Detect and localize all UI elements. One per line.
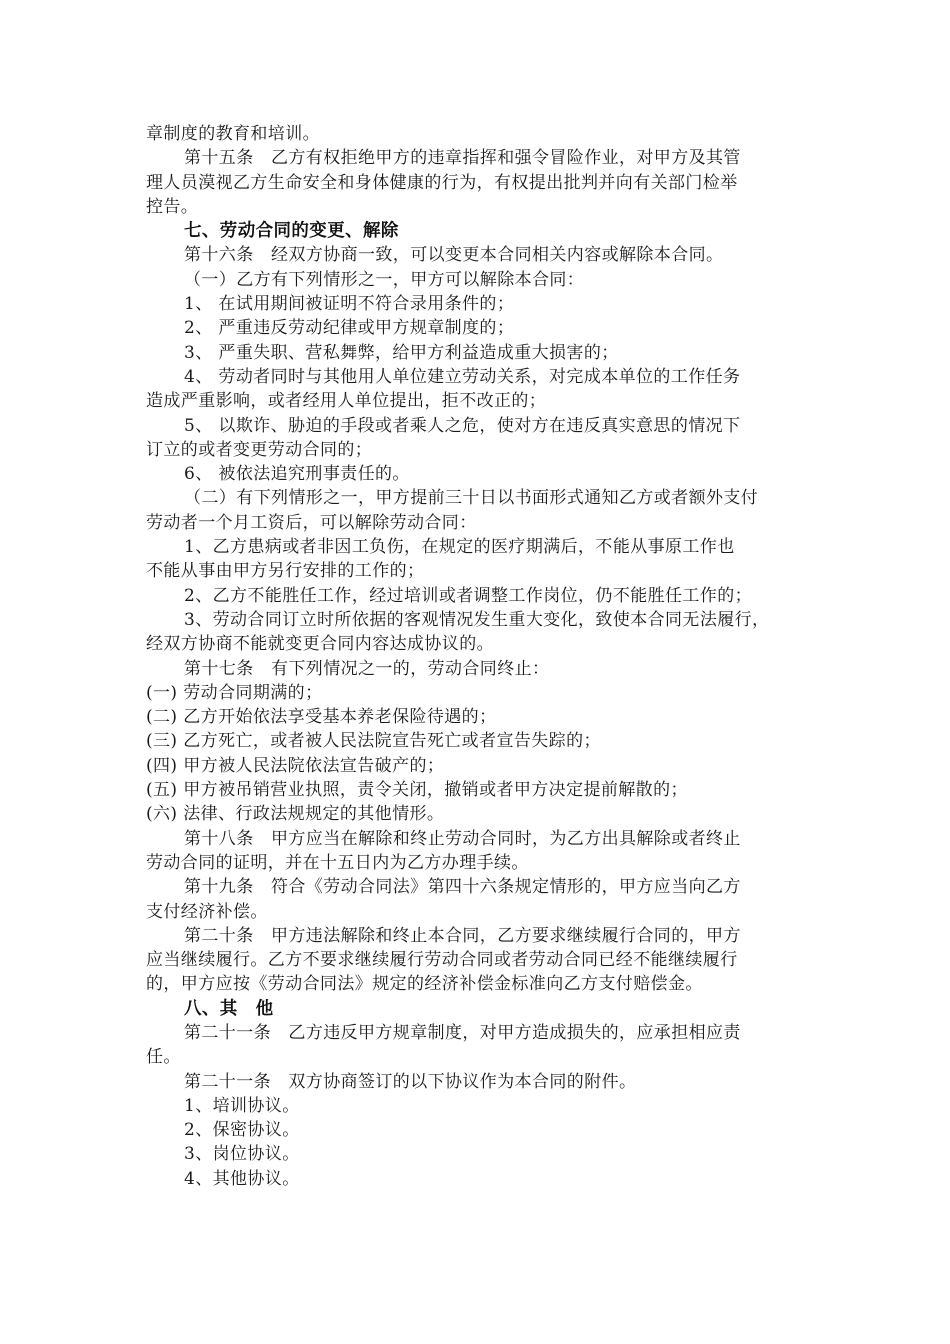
text-line [146, 243, 814, 267]
text-line [146, 559, 814, 583]
paragraph-line-indented: 3、岗位协议。 [184, 1144, 300, 1165]
text-line [146, 729, 814, 753]
text-line [146, 584, 814, 608]
text-line [146, 924, 814, 948]
text-line [146, 1094, 814, 1118]
text-line [146, 414, 814, 438]
document-body [146, 122, 814, 1191]
paragraph-line-indented: 第二十一条 乙方违反甲方规章制度，对甲方造成损失的，应承担相应责 [184, 1022, 741, 1043]
text-line [146, 632, 814, 656]
paragraph-line-indented: 第十九条 符合《劳动合同法》第四十六条规定情形的，甲方应当向乙方 [184, 877, 741, 898]
paragraph-line-indented: 第十六条 经双方协商一致，可以变更本合同相关内容或解除本合同。 [184, 245, 724, 266]
paragraph-line-indented: 5、 以欺诈、胁迫的手段或者乘人之危，使对方在违反真实意思的情况下 [184, 415, 741, 436]
paragraph-line: 理人员漠视乙方生命安全和身体健康的行为，有权提出批判并向有关部门检举 [146, 172, 738, 193]
text-line [146, 1070, 814, 1094]
text-line [146, 705, 814, 729]
paragraph-line-indented: 3、劳动合同订立时所依据的客观情况发生重大变化，致使本合同无法履行， [184, 609, 770, 630]
paragraph-line-indented: 2、 严重违反劳动纪律或甲方规章制度的； [184, 318, 515, 339]
paragraph-line: (六) 法律、行政法规规定的其他情形。 [146, 804, 445, 825]
paragraph-line: 劳动者一个月工资后，可以解除劳动合同： [146, 512, 477, 533]
text-line [146, 389, 814, 413]
paragraph-line-indented: 3、 严重失职、营私舞弊，给甲方利益造成重大损害的； [184, 342, 619, 363]
text-line [146, 827, 814, 851]
text-line [146, 146, 814, 170]
text-line [146, 486, 814, 510]
paragraph-line: (五) 甲方被吊销营业执照，责令关闭，撤销或者甲方决定提前解散的； [146, 780, 688, 801]
text-line [146, 122, 814, 146]
text-line [146, 608, 814, 632]
paragraph-line: 章制度的教育和培训。 [146, 124, 320, 144]
paragraph-line: 控告。 [146, 196, 199, 217]
paragraph-line: (三) 乙方死亡，或者被人民法院宣告死亡或者宣告失踪的； [146, 731, 601, 752]
paragraph-line: 应当继续履行。乙方不要求继续履行劳动合同或者劳动合同已经不能继续履行 [146, 950, 738, 971]
text-line [146, 1142, 814, 1166]
text-line [146, 1167, 814, 1191]
paragraph-line-indented: （二）有下列情形之一，甲方提前三十日以书面形式通知乙方或者额外支付 [184, 488, 759, 509]
text-line [146, 511, 814, 535]
text-line [146, 438, 814, 462]
text-line [146, 681, 814, 705]
text-line [146, 1021, 814, 1045]
paragraph-line: (二) 乙方开始依法享受基本养老保险待遇的； [146, 707, 497, 728]
paragraph-line: (一) 劳动合同期满的； [146, 682, 323, 703]
paragraph-line-indented: 第二十一条 双方协商签订的以下协议作为本合同的附件。 [184, 1071, 637, 1092]
text-line [146, 195, 814, 219]
paragraph-line: 任。 [146, 1047, 181, 1068]
text-line [146, 365, 814, 389]
paragraph-line-indented: 1、 在试用期间被证明不符合录用条件的； [184, 294, 515, 315]
text-line [146, 292, 814, 316]
paragraph-line: 支付经济补偿。 [146, 901, 268, 922]
paragraph-line: 不能从事由甲方另行安排的工作的； [146, 561, 425, 582]
paragraph-line-indented: 4、其他协议。 [184, 1168, 300, 1189]
paragraph-line: 的，甲方应按《劳动合同法》规定的经济补偿金标准向乙方支付赔偿金。 [146, 974, 703, 995]
paragraph-line-indented: 第十八条 甲方应当在解除和终止劳动合同时，为乙方出具解除或者终止 [184, 828, 741, 849]
paragraph-line: 劳动合同的证明，并在十五日内为乙方办理手续。 [146, 852, 529, 873]
paragraph-line-indented: 第十五条 乙方有权拒绝甲方的违章指挥和强令冒险作业，对甲方及其管 [184, 148, 741, 169]
text-line [146, 341, 814, 365]
paragraph-line: 造成严重影响，或者经用人单位提出，拒不改正的； [146, 391, 547, 412]
paragraph-line-indented: 1、乙方患病或者非因工负伤，在规定的医疗期满后，不能从事原工作也 [184, 537, 735, 558]
text-line [146, 462, 814, 486]
text-line [146, 657, 814, 681]
text-line [146, 171, 814, 195]
text-line [146, 1045, 814, 1069]
paragraph-line-indented: 2、乙方不能胜任工作，经过培训或者调整工作岗位，仍不能胜任工作的； [184, 585, 753, 606]
text-line [146, 754, 814, 778]
paragraph-line: (四) 甲方被人民法院依法宣告破产的； [146, 755, 445, 776]
paragraph-line-indented: 6、 被依法追究刑事责任的。 [184, 464, 410, 485]
text-line [146, 875, 814, 899]
paragraph-line-indented: 第二十条 甲方违法解除和终止本合同，乙方要求继续履行合同的，甲方 [184, 925, 741, 946]
paragraph-line-indented: 1、培训协议。 [184, 1095, 300, 1116]
text-line [146, 316, 814, 340]
paragraph-line-indented: （一）乙方有下列情形之一，甲方可以解除本合同： [184, 269, 585, 290]
paragraph-line: 订立的或者变更劳动合同的； [146, 439, 373, 460]
text-line [146, 851, 814, 875]
text-line [146, 948, 814, 972]
text-line [146, 900, 814, 924]
text-line [146, 268, 814, 292]
section-heading: 八、其 他 [184, 998, 274, 1019]
section-heading: 七、劳动合同的变更、解除 [184, 221, 399, 242]
text-line [146, 1118, 814, 1142]
paragraph-line-indented: 第十七条 有下列情况之一的，劳动合同终止： [184, 658, 550, 679]
text-line [146, 972, 814, 996]
paragraph-line-indented: 2、保密协议。 [184, 1120, 300, 1141]
text-line [146, 535, 814, 559]
text-line [146, 778, 814, 802]
paragraph-line-indented: 4、 劳动者同时与其他用人单位建立劳动关系，对完成本单位的工作任务 [184, 366, 741, 387]
paragraph-line: 经双方协商不能就变更合同内容达成协议的。 [146, 634, 494, 655]
text-line [146, 802, 814, 826]
